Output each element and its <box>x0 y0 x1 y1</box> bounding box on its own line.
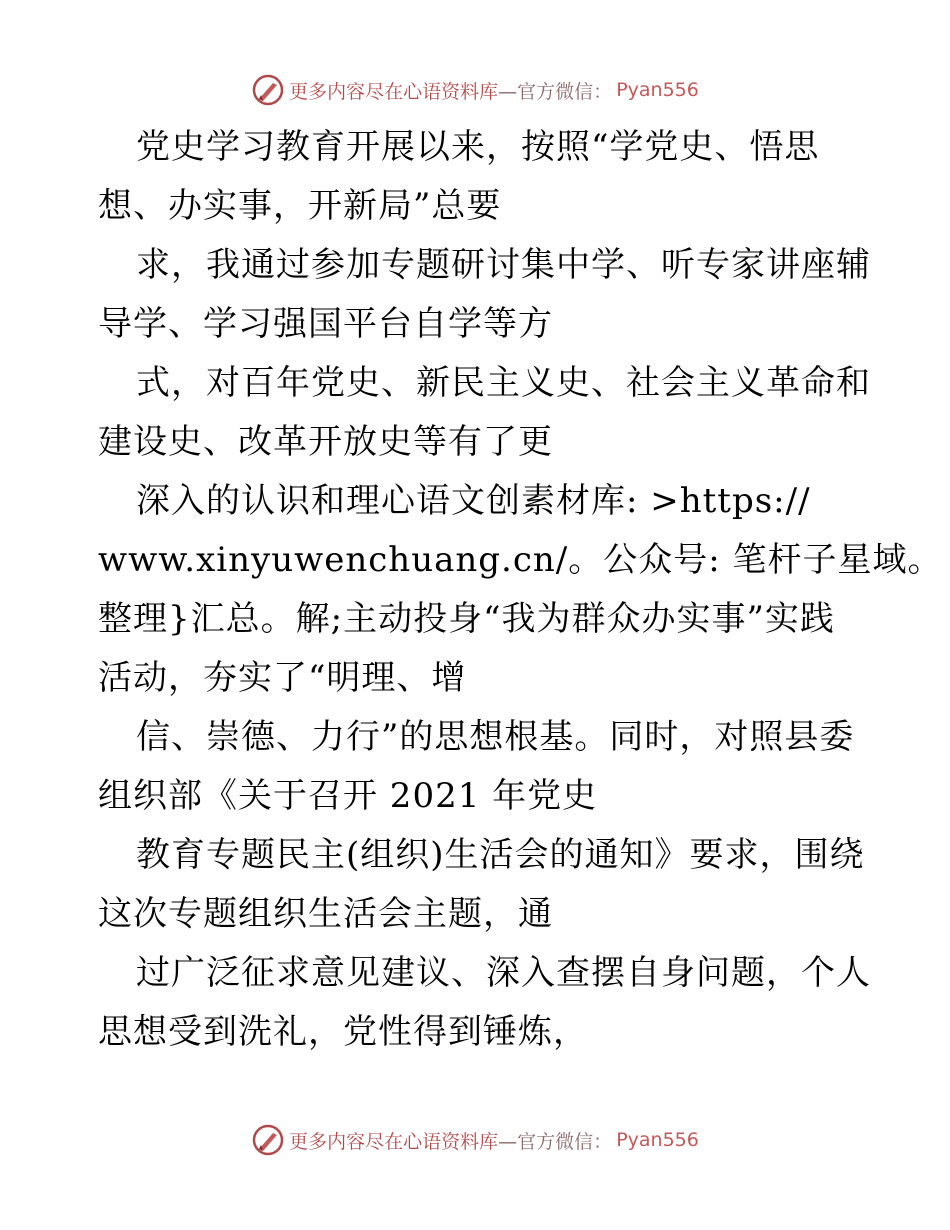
paragraph-4 <box>98 472 943 708</box>
footer-brand-text: 更多内容尽在心语资料库 <box>289 1130 499 1153</box>
pen-logo-icon <box>251 1123 285 1157</box>
pen-logo-icon <box>251 73 285 107</box>
text-line: 导学、学习强国平台自学等方 <box>98 304 553 344</box>
footer-wechat-id: Pyan556 <box>616 1129 699 1151</box>
text-line: 思想受到洗礼，党性得到锤炼， <box>98 1012 588 1052</box>
text-line: 深入的认识和理心语文创素材库: >https:// <box>136 481 811 521</box>
text-line: 信、崇德、力行”的思想根基。同时，对照县委 <box>136 717 855 757</box>
footer-separator: —官方微信： <box>498 1130 613 1153</box>
paragraph-3 <box>98 354 871 472</box>
text-line: 这次专题组织生活会主题，通 <box>98 894 553 934</box>
document-body <box>98 118 943 1062</box>
text-line: 求，我通过参加专题研讨集中学、听专家讲座辅 <box>136 245 871 285</box>
text-line: 式，对百年党史、新民主义史、社会主义革命和 <box>136 363 871 403</box>
header-watermark <box>0 70 950 110</box>
header-separator: —官方微信： <box>498 80 613 103</box>
text-line: 党史学习教育开展以来，按照“学党史、悟思 <box>136 127 820 167</box>
header-brand-text: 更多内容尽在心语资料库 <box>289 80 499 103</box>
text-line: 组织部《关于召开 2021 年党史 <box>98 776 598 816</box>
paragraph-5 <box>98 708 858 826</box>
text-line: 活动，夯实了“明理、增 <box>98 658 467 698</box>
paragraph-7 <box>98 944 871 1062</box>
text-line: 想、办实事，开新局”总要 <box>98 186 502 226</box>
paragraph-2 <box>98 236 871 354</box>
text-line: 整理}汇总。解;主动投身“我为群众办实事”实践 <box>98 599 835 639</box>
footer-watermark <box>0 1120 950 1160</box>
header-wechat-id: Pyan556 <box>616 79 699 101</box>
paragraph-6 <box>98 826 865 944</box>
paragraph-1 <box>98 118 858 236</box>
text-line: 建设史、改革开放史等有了更 <box>98 422 553 462</box>
text-line: www.xinyuwenchuang.cn/。公众号: 笔杆子星域。 <box>98 540 943 580</box>
text-line: 过广泛征求意见建议、深入查摆自身问题，个人 <box>136 953 871 993</box>
text-line: 教育专题民主(组织)生活会的通知》要求，围绕 <box>136 835 865 875</box>
